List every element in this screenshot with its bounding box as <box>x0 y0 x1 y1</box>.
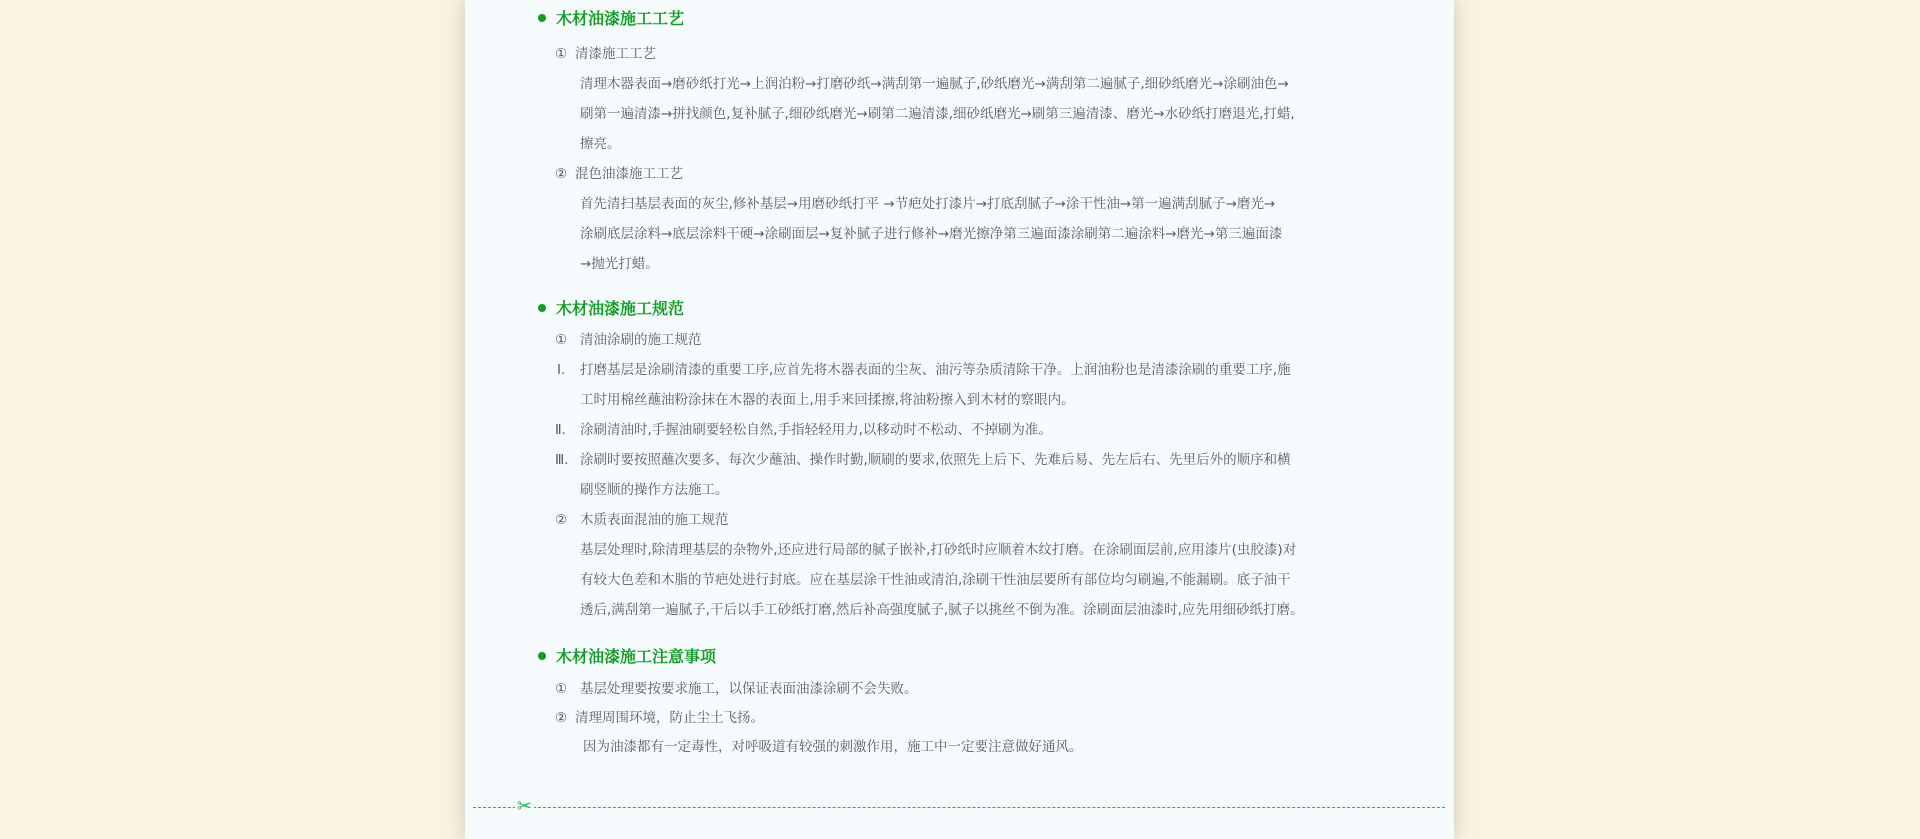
item-heading: 清漆施工工艺 <box>575 46 656 62</box>
paragraph-line: 打磨基层是涂刷清漆的重要工序,应首先将木器表面的尘灰、油污等杂质清除干净。上润油粉也是清漆涂刷的重要工序,施 <box>580 362 1291 378</box>
section-title-notes <box>538 644 716 667</box>
item-marker: ① <box>555 46 568 62</box>
subitem-marker: Ⅱ. <box>555 422 566 438</box>
section-title-text: 木材油漆施工规范 <box>556 299 685 318</box>
document-page <box>465 0 1454 839</box>
scissors-icon: ✂ <box>517 796 533 817</box>
subitem-marker: Ⅰ. <box>557 362 566 378</box>
paragraph-line: 工时用棉丝蘸油粉涂抹在木器的表面上,用手来回揉擦,将油粉擦入到木材的察眼内。 <box>580 392 1075 408</box>
item-marker: ① <box>555 332 568 348</box>
item-heading: 混色油漆施工工艺 <box>575 166 683 182</box>
paragraph-line: →抛光打蜡。 <box>580 256 659 272</box>
bullet-dot-icon <box>538 652 546 660</box>
paragraph-line: 涂刷时要按照蘸次要多、每次少蘸油、操作时勤,顺刷的要求,依照先上后下、先难后易、先左后右、先里后外的顺序和横 <box>580 452 1291 468</box>
section-title-text: 木材油漆施工注意事项 <box>556 647 717 666</box>
paragraph-line: 涂刷底层涂料→底层涂料干硬→涂刷面层→复补腻子进行修补→磨光擦净第三遍面漆涂刷第二遍涂料→磨光→第三遍面漆 <box>580 226 1283 242</box>
item-heading: 清油涂刷的施工规范 <box>580 332 702 348</box>
item-heading: 木质表面混油的施工规范 <box>580 512 729 528</box>
bullet-dot-icon <box>538 14 546 22</box>
section-title-process <box>538 6 684 29</box>
section-title-text: 木材油漆施工工艺 <box>556 9 685 28</box>
subitem-marker: Ⅲ. <box>555 452 569 468</box>
section-title-specification <box>538 296 684 319</box>
paragraph-line: 清理木器表面→磨砂纸打光→上润泊粉→打磨砂纸→满刮第一遍腻子,砂纸磨光→满刮第二遍腻子,细砂纸磨光→涂刷油色→ <box>580 76 1289 92</box>
item-heading: 基层处理要按要求施工，以保证表面油漆涂刷不会失败。 <box>580 681 918 697</box>
paragraph-line: 刷竖顺的操作方法施工。 <box>580 482 729 498</box>
paragraph-line: 涂刷清油时,手握油刷要轻松自然,手指轻轻用力,以移动时不松动、不掉刷为准。 <box>580 422 1052 438</box>
paragraph-line: 擦亮。 <box>580 136 621 152</box>
paragraph-line: 有较大色差和木脂的节疤处进行封底。应在基层涂干性油或清泊,涂刷干性油层要所有部位均匀刷遍,不能漏刷。底子油干 <box>580 572 1291 588</box>
paragraph-line: 基层处理时,除清理基层的杂物外,还应进行局部的腻子嵌补,打砂纸时应顺着木纹打磨。在涂刷面层前,应用漆片(虫胶漆)对 <box>580 542 1297 558</box>
bullet-dot-icon <box>538 304 546 312</box>
paragraph-line: 刷第一遍清漆→拼找颜色,复补腻子,细砂纸磨光→刷第二遍清漆,细砂纸磨光→刷第三遍清漆、磨光→水砂纸打磨退光,打蜡, <box>580 106 1295 122</box>
item-marker: ② <box>555 710 568 726</box>
paragraph-line: 透后,满刮第一遍腻子,干后以手工砂纸打磨,然后补高强度腻子,腻子以挑丝不倒为准。涂刷面层油漆时,应先用细砂纸打磨。 <box>580 602 1304 618</box>
item-marker: ① <box>555 681 568 697</box>
paragraph-line: 首先清扫基层表面的灰尘,修补基层→用磨砂纸打平 →节疤处打漆片→打底刮腻子→涂干性油→第一遍满刮腻子→磨光→ <box>580 196 1276 212</box>
item-heading: 清理周围环境，防止尘土飞扬。 <box>575 710 764 726</box>
paragraph-line: 因为油漆都有一定毒性，对呼吸道有较强的刺激作用，施工中一定要注意做好通风。 <box>583 739 1083 755</box>
item-marker: ② <box>555 166 568 182</box>
dashed-cut-line <box>473 807 1445 808</box>
item-marker: ② <box>555 512 568 528</box>
